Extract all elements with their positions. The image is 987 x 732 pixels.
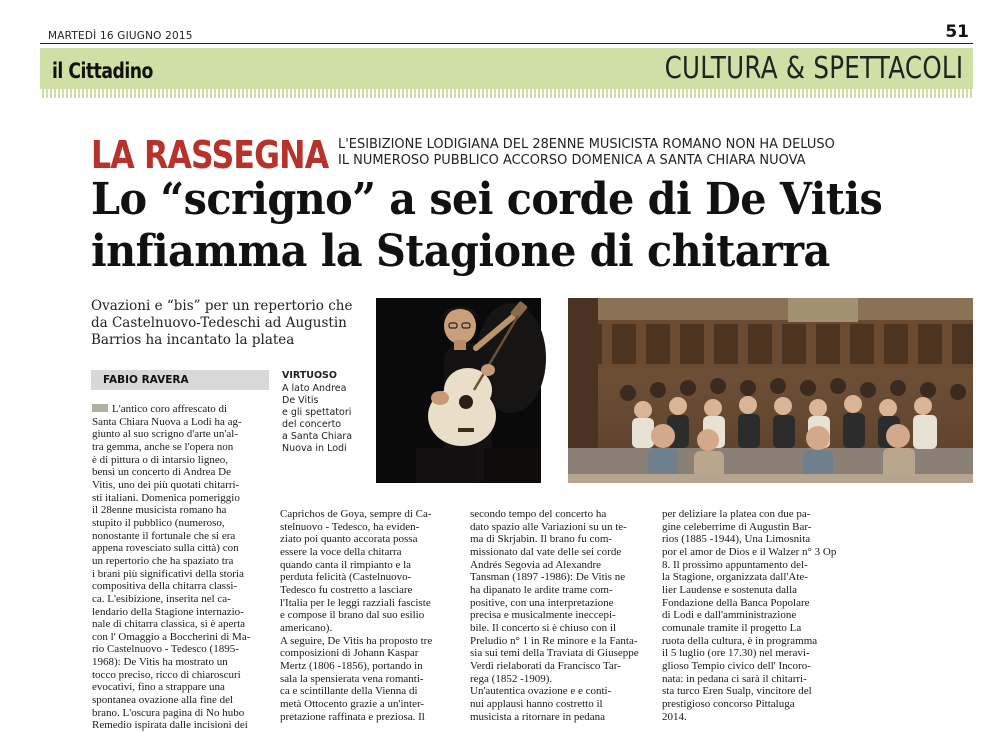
body-line: rio Castelnuovo - Tedesco (1895-	[92, 643, 239, 656]
caption-line: Nuova in Lodi	[282, 443, 347, 454]
body-line: Tansman (1897 -1986): De Vitis ne	[470, 571, 626, 584]
kicker-subtitle	[338, 136, 876, 168]
body-line: pretazione raffinata e preziosa. Il	[280, 710, 425, 723]
body-line: A seguire, De Vitis ha proposto tre	[280, 634, 433, 647]
page-header	[40, 22, 973, 44]
subhead-line: Ovazioni e “bis” per un repertorio che	[91, 298, 353, 314]
body-line: stelnuovo - Tedesco, ha eviden-	[280, 520, 420, 533]
body-line: Mertz (1806 -1856), portando in	[280, 659, 423, 672]
body-line: Verdi rielaborati da Francisco Tar-	[470, 659, 621, 672]
section-title: CULTURA & SPETTACOLI	[664, 51, 963, 86]
body-line: Fondazione della Banca Popolare	[662, 596, 810, 609]
body-line: sti italiani. Domenica pomeriggio	[92, 491, 240, 504]
body-line: ziato poi quanto accorata possa	[280, 533, 418, 546]
body-line: spontanea ovazione alla fine del	[92, 694, 234, 707]
body-line: composizioni di Johann Kaspar	[280, 647, 419, 660]
body-line: dato spazio alle Variazioni su un te-	[470, 520, 627, 533]
body-column-1	[92, 403, 272, 732]
body-line: rega (1852 -1909).	[470, 672, 553, 685]
body-column-2	[280, 508, 458, 723]
headline-line: infiamma la Stagione di chitarra	[91, 226, 830, 277]
caption-title: VIRTUOSO	[282, 370, 337, 381]
body-line: sta turco Eren Sualp, vincitore del	[662, 685, 812, 698]
body-line: metà Ottocento grazie a un'inter-	[280, 697, 425, 710]
body-line: gine celeberrime di Augustin Bar-	[662, 520, 812, 533]
body-line: la Stagione, organizzata dall'Ate-	[662, 571, 808, 584]
body-column-4	[662, 508, 840, 723]
body-line: bile. Il concerto si è chiuso con il	[470, 621, 617, 634]
body-line: tra gemma, anche se l'opera non	[92, 440, 234, 453]
body-line: di Lodi e dall'amministrazione	[662, 609, 797, 622]
newspaper-masthead: il Cittadino	[52, 59, 153, 83]
body-line: Preludio n° 1 in Re minore e la Fanta-	[470, 634, 638, 647]
body-line: e compose il brano dal suo esilio	[280, 609, 425, 622]
paragraph-marker	[92, 404, 108, 412]
body-line: per deliziare la platea con due pa-	[662, 508, 811, 520]
body-line: secondo tempo del concerto ha	[470, 508, 607, 520]
body-line: nale di chitarra classica, si è aperta	[92, 618, 246, 631]
issue-date: MARTEDÌ 16 GIUGNO 2015	[48, 30, 193, 42]
body-line: nonostante il fortunale che si era	[92, 529, 236, 542]
body-column-3	[470, 508, 650, 723]
body-line: glioso Tempio civico dell' Incoro-	[662, 659, 811, 672]
body-line: stupito il pubblico (numeroso,	[92, 516, 225, 529]
body-line: perduta felicità (Castelnuovo-	[280, 571, 412, 584]
body-line: evocativi, fino a strappare una	[92, 681, 225, 694]
body-line: è di pittura o di intarsio ligneo,	[92, 453, 228, 466]
caption-line: De Vitis	[282, 395, 319, 406]
body-line: sia sui temi della Traviata di Giuseppe	[470, 647, 639, 660]
guitarist-photo	[376, 298, 541, 483]
body-line: ca. L'esibizione, inserita nel ca-	[92, 592, 231, 605]
subhead-line: Barrios ha incantato la platea	[91, 332, 295, 348]
body-line: sala la spensierata vena romanti-	[280, 672, 424, 685]
caption-line: A lato Andrea	[282, 383, 347, 394]
body-line: Un'autentica ovazione e e conti-	[470, 685, 612, 698]
byline-bar	[91, 370, 269, 390]
author-byline: FABIO RAVERA	[103, 374, 189, 386]
body-line: prestigioso concorso Pittaluga	[662, 697, 795, 710]
body-line: quando canta il rimpianto e la	[280, 558, 412, 571]
body-line: 8. Il prossimo appuntamento del-	[662, 558, 808, 571]
body-line: l'Italia per le leggi razziali fasciste	[280, 596, 431, 609]
body-line: positive, con una interpretazione	[470, 596, 614, 609]
body-line: 2014.	[662, 710, 687, 723]
body-line: comunale tramite il progetto La	[662, 621, 802, 634]
body-line: nui applausi hanno costretto il	[470, 697, 603, 710]
caption-line: a Santa Chiara	[282, 431, 353, 442]
kicker: LA RASSEGNA	[91, 133, 329, 177]
body-line: un repertorio che ha spaziato tra	[92, 554, 234, 567]
body-line: nata: in pedana ci sarà il chitarri-	[662, 672, 807, 685]
body-line: missionato dal vate delle sei corde	[470, 545, 622, 558]
caption-line: del concerto	[282, 419, 342, 430]
body-line: rios (1885 -1944), Una Limosnita	[662, 533, 811, 546]
body-line: por el amor de Dios e il Walzer n° 3 Op	[662, 545, 837, 558]
body-line: ha dipanato le ardite trame com-	[470, 583, 613, 596]
headline-line: Lo “scrigno” a sei corde di De Vitis	[91, 174, 883, 225]
body-line: Tedesco fu costretto a lasciare	[280, 583, 413, 596]
article-subhead	[91, 298, 361, 349]
body-line: L'antico coro affrescato di	[92, 403, 272, 416]
body-line: bensì un concerto di Andrea De	[92, 466, 231, 479]
subhead-line: da Castelnuovo-Tedeschi ad Augustin	[91, 315, 347, 331]
body-line: Andrés Segovia ad Alexandre	[470, 558, 602, 571]
body-line: con l' Omaggio a Boccherini di Ma-	[92, 630, 251, 643]
body-line: Remedio ispirata dalle incisioni dei	[92, 719, 248, 732]
body-line: giunto al suo scrigno d'arte un'al-	[92, 428, 239, 441]
photo-caption	[282, 370, 372, 455]
caption-line: e gli spettatori	[282, 407, 352, 418]
body-line: Vitis, uno dei più quotati chitarri-	[92, 478, 240, 491]
body-line: americano).	[280, 621, 333, 634]
body-line: il 28enne musicista romano ha	[92, 504, 227, 517]
body-line: musicista a ritornare in pedana	[470, 710, 606, 723]
body-line: 1968): De Vitis ha mostrato un	[92, 656, 228, 669]
audience-illustration	[568, 298, 973, 483]
body-line: precisa e musicalmente ineccepi-	[470, 609, 616, 622]
body-line: lendario della Stagione internazio-	[92, 605, 244, 618]
kicker-subtitle-line: IL NUMEROSO PUBBLICO ACCORSO DOMENICA A SANTA CHIARA NUOVA	[338, 152, 806, 168]
body-line: appena rovesciato sulla città) con	[92, 542, 239, 555]
audience-photo	[568, 298, 973, 483]
body-line: ma di Skrjabin. Il brano fu com-	[470, 533, 613, 546]
body-line: lier Laudense e sostenuta dalla	[662, 583, 798, 596]
section-band	[40, 48, 973, 98]
body-line: tocco preciso, ricco di chiaroscuri	[92, 668, 241, 681]
guitarist-illustration	[376, 298, 541, 483]
body-line: il 5 luglio (ore 17.30) nel meravi-	[662, 647, 810, 660]
body-line: essere la voce della chitarra	[280, 545, 402, 558]
page-number: 51	[945, 22, 969, 42]
body-line: i brani più significativi della storia	[92, 567, 244, 580]
body-line: Santa Chiara Nuova a Lodi ha ag-	[92, 415, 242, 428]
body-line: compositiva della chitarra classi-	[92, 580, 238, 593]
body-line: ruota della cultura, è in programma	[662, 634, 818, 647]
body-line: ca e scintillante della Vienna di	[280, 685, 418, 698]
article-headline	[91, 174, 882, 278]
body-line: Caprichos de Goya, sempre di Ca-	[280, 508, 432, 520]
band-stripe	[40, 89, 973, 98]
body-line: brano. L'oscura pagina di No hubo	[92, 706, 245, 719]
kicker-subtitle-line: L'ESIBIZIONE LODIGIANA DEL 28ENNE MUSICISTA ROMANO NON HA DELUSO	[338, 136, 835, 152]
